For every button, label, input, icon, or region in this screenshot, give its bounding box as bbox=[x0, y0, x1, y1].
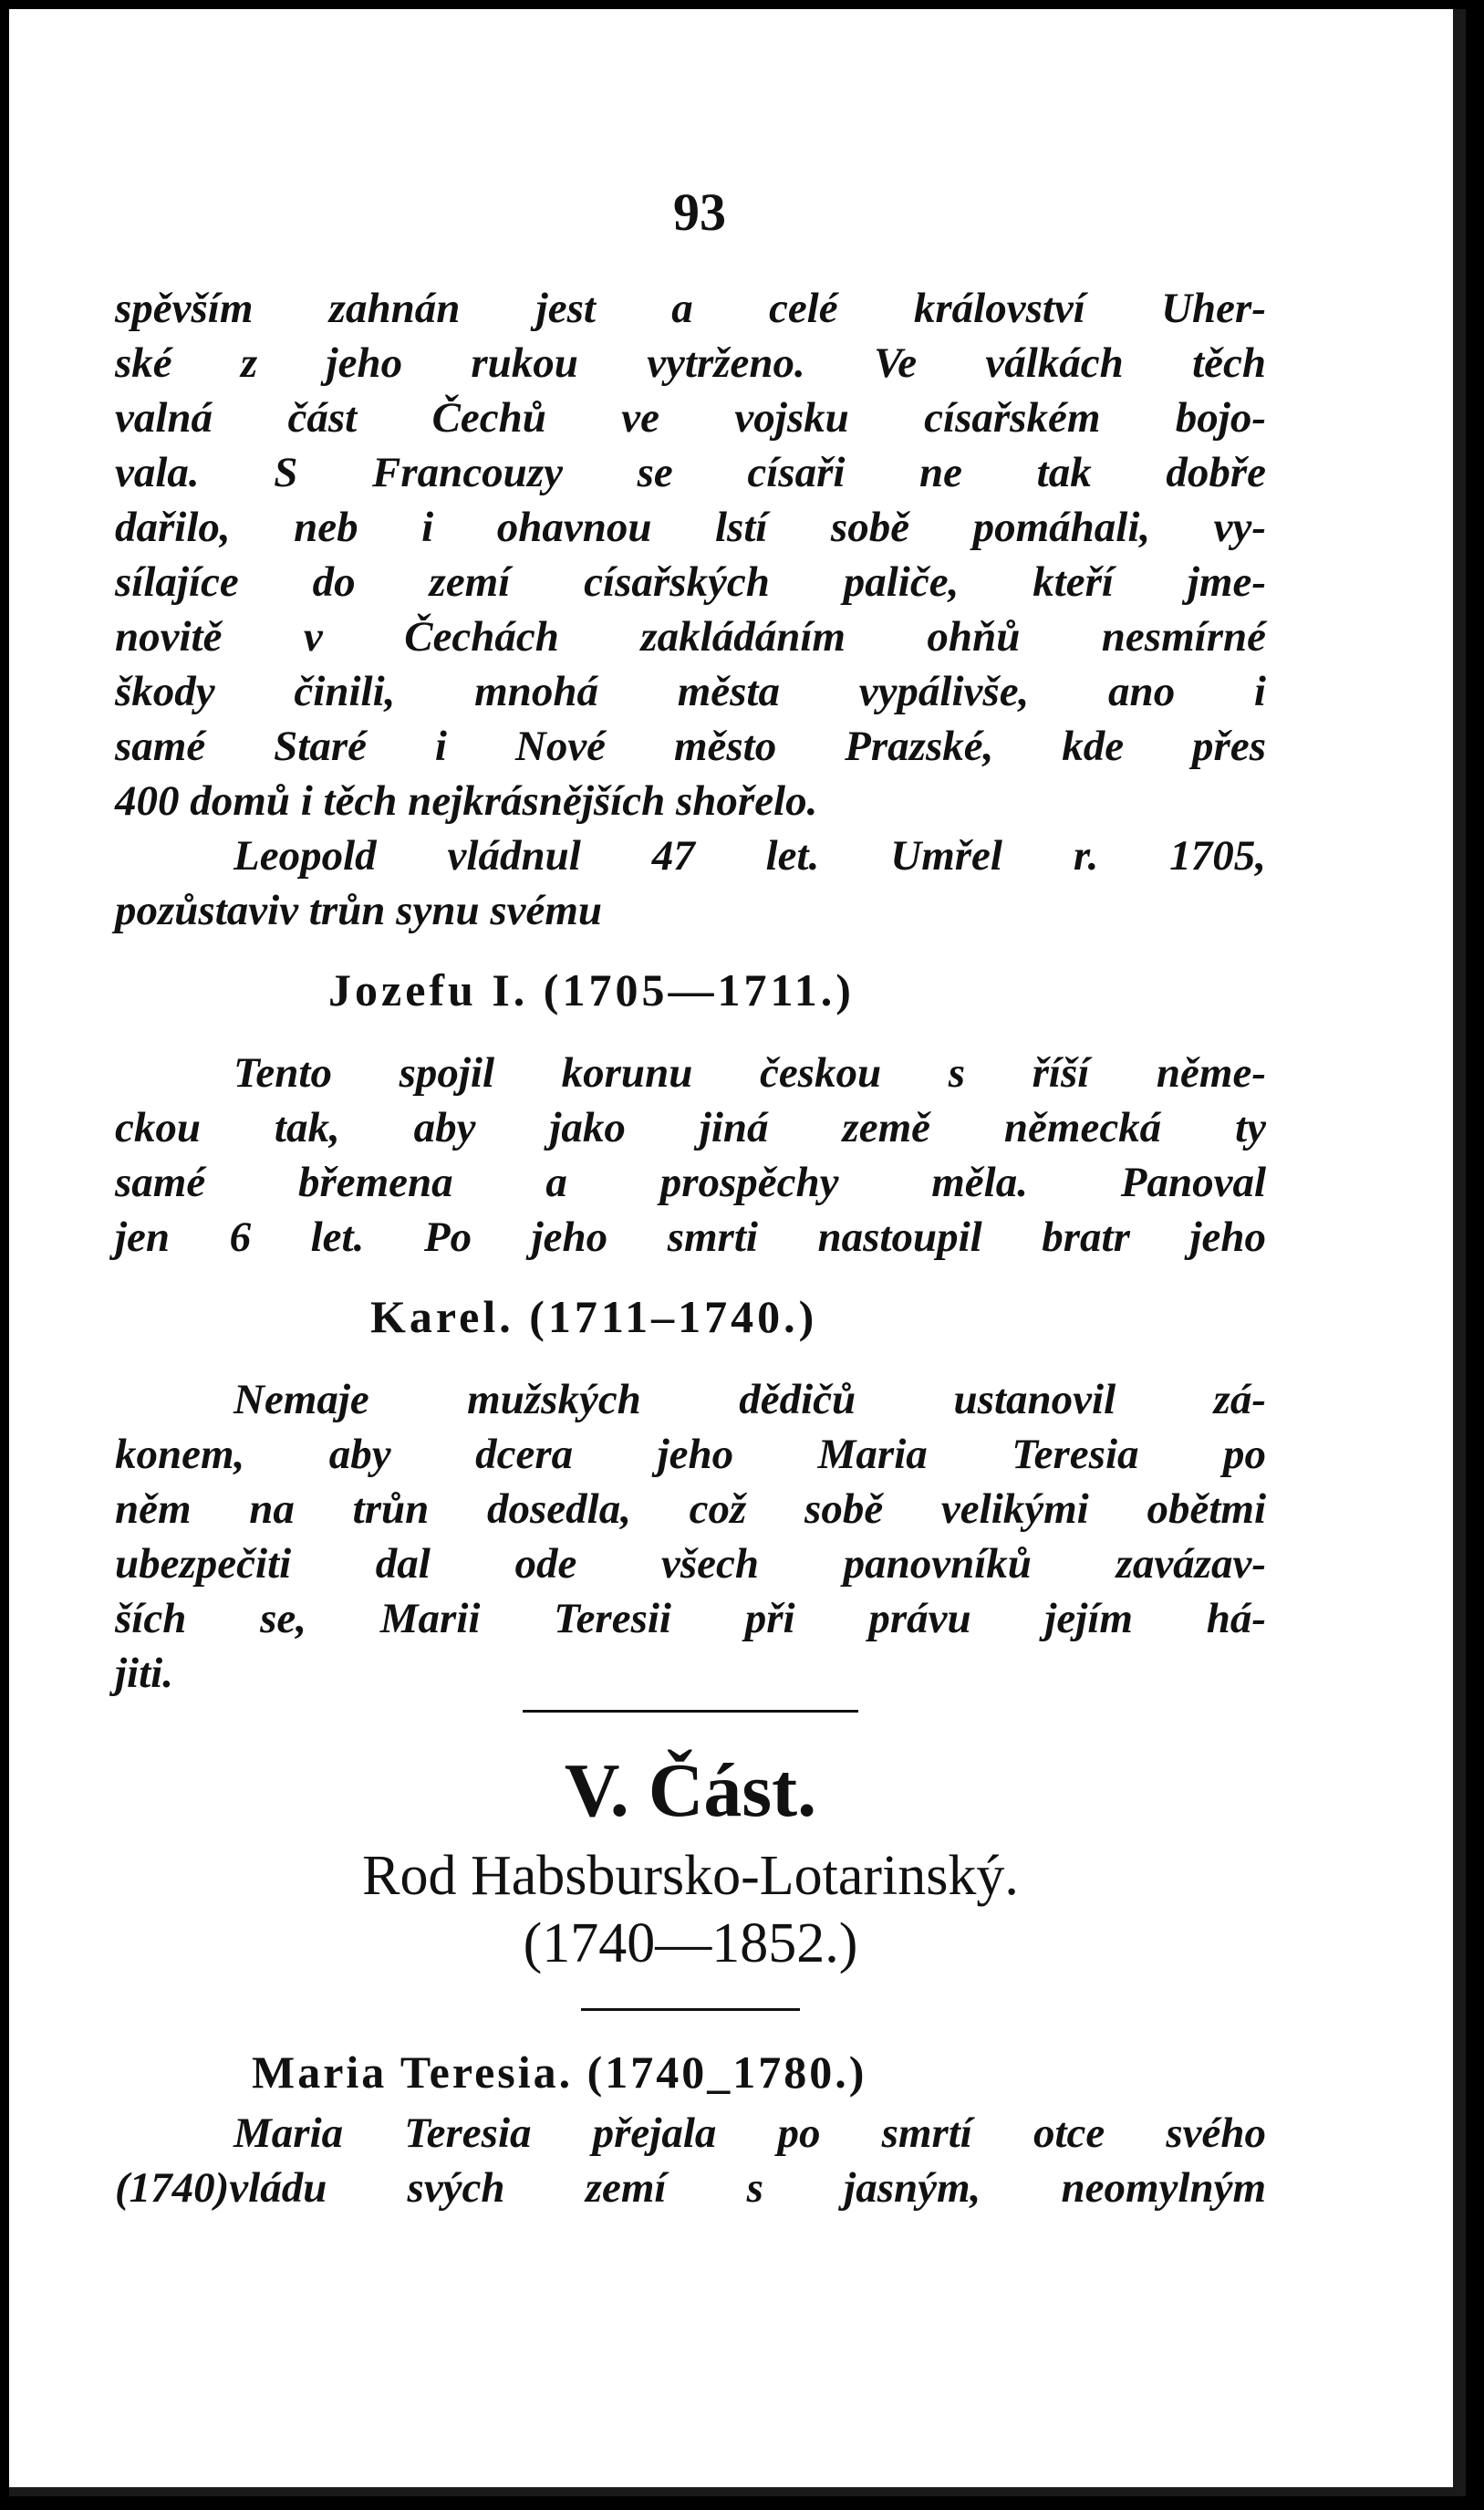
paragraph-maria-teresia bbox=[115, 2106, 1266, 2215]
text-line: novitě v Čechách zakládáním ohňů nesmírné bbox=[115, 613, 1266, 661]
text-line: něm na trůn dosedla, což sobě velikými obětmi bbox=[115, 1485, 1266, 1533]
text-line: sílajíce do zemí císařských paliče, kteří jme- bbox=[115, 558, 1266, 606]
text-line: dařilo, neb i ohavnou lstí sobě pomáhali, vy- bbox=[115, 504, 1266, 551]
text-line: spěvším zahnán jest a celé království Uher- bbox=[115, 285, 1266, 332]
book-page bbox=[9, 9, 1466, 2496]
dynasty-years: (1740—1852.) bbox=[523, 1912, 858, 1974]
page-content bbox=[115, 181, 1266, 2215]
text-line: ších se, Marii Teresii při právu jejím há- bbox=[115, 1595, 1266, 1642]
text-line: ské z jeho rukou vytrženo. Ve válkách těch bbox=[115, 339, 1266, 387]
heading-maria-teresia: Maria Teresia. (1740_1780.) bbox=[252, 2047, 867, 2098]
paragraph-karel bbox=[115, 1372, 1266, 1701]
section-divider bbox=[523, 1710, 858, 1713]
text-line: pozůstaviv trůn synu svému bbox=[115, 887, 603, 934]
paragraph-leopold bbox=[115, 828, 1266, 938]
text-line: Tento spojil korunu českou s říší něme- bbox=[233, 1049, 1266, 1097]
text-line: Maria Teresia přejala po smrtí otce svého bbox=[233, 2109, 1266, 2157]
part-title: V. Část. bbox=[564, 1748, 817, 1833]
paragraph-jozef bbox=[115, 1046, 1266, 1265]
text-line: škody činili, mnohá města vypálivše, ano i bbox=[115, 668, 1266, 715]
paragraph-wars bbox=[115, 281, 1266, 828]
page-number: 93 bbox=[673, 182, 726, 242]
text-line: samé Staré i Nové město Prazské, kde přes bbox=[115, 723, 1266, 770]
text-line: Leopold vládnul 47 let. Umřel r. 1705, bbox=[233, 832, 1266, 880]
text-line: konem, aby dcera jeho Maria Teresia po bbox=[115, 1431, 1266, 1478]
text-line: samé břemena a prospěchy měla. Panoval bbox=[115, 1159, 1266, 1206]
text-line: 400 domů i těch nejkrásnějších shořelo. bbox=[115, 777, 818, 825]
dynasty-name: Rod Habsbursko-Lotarinský. bbox=[362, 1845, 1019, 1907]
text-line: jen 6 let. Po jeho smrti nastoupil bratr jeho bbox=[115, 1213, 1266, 1261]
text-line: vala. S Francouzy se císaři ne tak dobře bbox=[115, 449, 1266, 496]
section-divider bbox=[581, 2008, 800, 2011]
text-line: jiti. bbox=[115, 1650, 173, 1697]
text-line: Nemaje mužských dědičů ustanovil zá- bbox=[233, 1376, 1266, 1423]
text-line: (1740)vládu svých zemí s jasným, neomylným bbox=[115, 2164, 1266, 2212]
text-line: valná část Čechů ve vojsku císařském bojo- bbox=[115, 394, 1266, 442]
heading-jozef: Jozefu I. (1705—1711.) bbox=[328, 964, 855, 1015]
heading-karel: Karel. (1711–1740.) bbox=[370, 1291, 818, 1342]
text-line: ubezpečiti dal ode všech panovníků zavázav- bbox=[115, 1540, 1266, 1588]
text-line: ckou tak, aby jako jiná země německá ty bbox=[115, 1104, 1266, 1151]
